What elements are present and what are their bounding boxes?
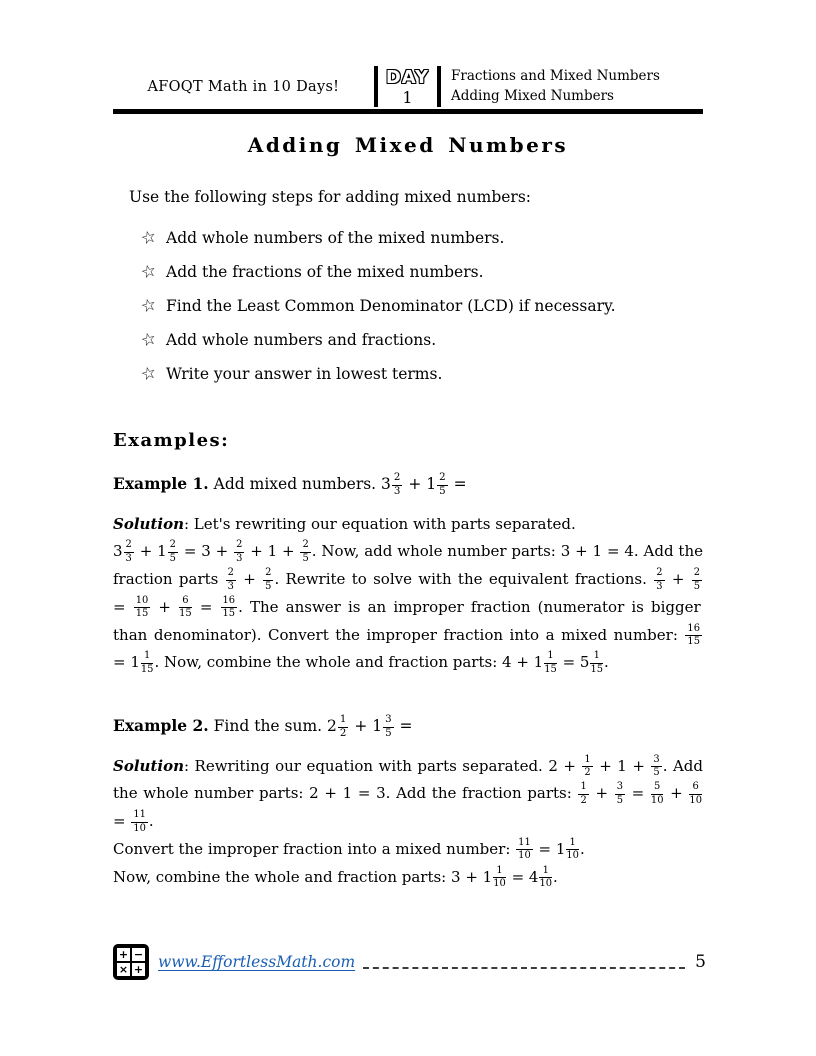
fraction — [565, 838, 580, 862]
fraction — [492, 866, 507, 890]
step-item — [138, 362, 703, 386]
footer-link[interactable]: www.EffortlessMath.com — [158, 953, 356, 971]
fraction — [577, 782, 589, 806]
fraction — [543, 651, 558, 675]
example-1-equation: Add mixed numbers. 3 $\frac{2}{3}$ + 1 $\frac{2}{5}$ = — [213, 472, 467, 497]
fraction-numerator: 10 — [134, 596, 151, 608]
example-2-prompt — [113, 715, 703, 739]
fraction — [515, 838, 534, 862]
example-2-solution — [113, 753, 703, 892]
fraction-denominator: 3 — [227, 580, 234, 592]
calculator-logo-icon — [113, 944, 149, 980]
fraction-numerator: 1 — [539, 866, 552, 878]
math-run: = 3 + — [178, 542, 234, 561]
fraction-denominator: 10 — [539, 878, 553, 890]
fraction-numerator: 2 — [124, 540, 134, 552]
fraction-denominator: 10 — [133, 822, 146, 834]
solution-2-label: Solution — [113, 756, 184, 775]
fraction-denominator: 2 — [584, 767, 591, 779]
fraction-denominator: 15 — [222, 608, 236, 620]
math-run: = 1 — [113, 653, 140, 672]
math-run: 4 + 1 — [502, 653, 544, 672]
math-run: = — [448, 475, 467, 494]
fraction — [123, 540, 135, 564]
page-number: 5 — [695, 952, 706, 972]
math-run: = — [625, 784, 650, 803]
fraction-numerator: 2 — [226, 568, 236, 580]
fraction-numerator: 1 — [544, 651, 557, 663]
fraction-denominator: 3 — [236, 552, 243, 564]
step-text: Write your answer in lowest terms. — [166, 365, 443, 384]
fraction — [133, 596, 152, 620]
page-title: Adding Mixed Numbers — [247, 133, 569, 158]
fraction-numerator: 6 — [689, 782, 702, 794]
math-run: = — [113, 597, 133, 616]
fraction-numerator: 1 — [566, 838, 579, 850]
step-text: Add whole numbers and fractions. — [166, 331, 437, 350]
logo-symbol: − — [133, 948, 144, 961]
math-run: 2 + — [548, 756, 582, 775]
math-run: + — [151, 597, 179, 616]
fraction-numerator: 2 — [263, 568, 273, 580]
fraction — [167, 540, 179, 564]
fraction-numerator: 3 — [383, 715, 394, 728]
solution-1-text: : Let's rewriting our equation with parts separated. 3 $\frac{2}{3}$ + 1 $\frac{2}{5}$ = 3 + $\frac{2}{3}$ + 1 + $\frac{2}{5}$ . Now, add whole number parts: 3 + 1 = 4. Add the fraction parts $\frac{2}{3}$ + $\frac{2}{5}$ . Rewrite to solve with the equivalent fractions. $\frac{2}{3}$ + $\frac{2}{5}$ = $\frac{10}{15}$ + $\frac{6}{15}$ = $\frac{16}{15}$ . The answer is an improper fraction (numerator is bigger than denominator). Convert the improper fraction into a mixed number: $\frac{16}{15}$ = 1 $\frac{1}{15}$ . Now, combine the whole and fraction parts: 4 + 1 $\frac{1}{15}$ = 5 $\frac{1}{15}$ . — [113, 514, 704, 675]
fraction — [337, 715, 350, 739]
math-run: + — [236, 570, 263, 589]
math-run: 3 + 1 = 4 — [560, 542, 634, 561]
fraction-numerator: 1 — [578, 782, 588, 794]
fraction-numerator: 11 — [131, 810, 148, 822]
example-1 — [113, 473, 703, 677]
math-run: 2 + 1 = 3 — [309, 784, 386, 803]
example-2 — [113, 715, 703, 891]
fraction-denominator: 5 — [169, 552, 176, 564]
fraction-denominator: 15 — [179, 608, 192, 620]
math-run: + — [589, 784, 614, 803]
star-icon: ☆ — [138, 362, 159, 386]
fraction — [262, 568, 274, 592]
fraction-numerator: 3 — [651, 755, 661, 767]
fraction — [225, 568, 237, 592]
fraction-denominator: 5 — [439, 485, 446, 497]
fraction — [538, 866, 553, 890]
page-footer — [113, 944, 706, 980]
fraction — [650, 755, 662, 779]
math-run: = 4 — [506, 867, 539, 886]
fraction — [436, 473, 449, 497]
step-item — [138, 226, 703, 250]
fraction — [382, 715, 395, 739]
page-header — [113, 66, 703, 114]
example-1-label: Example 1. — [113, 474, 209, 494]
fraction-numerator: 2 — [168, 540, 178, 552]
fraction-denominator: 15 — [590, 663, 604, 675]
star-icon: ☆ — [138, 294, 159, 318]
math-run: + 1 — [134, 542, 167, 561]
step-text: Find the Least Common Denominator (LCD) if necessary. — [166, 297, 616, 316]
math-run: + — [665, 570, 691, 589]
fraction-numerator: 2 — [234, 540, 244, 552]
math-run: + 1 — [403, 475, 437, 494]
fraction — [614, 782, 626, 806]
intro-text: Use the following steps for adding mixed numbers: — [129, 188, 532, 207]
fraction-numerator: 1 — [590, 651, 603, 663]
fraction — [589, 651, 604, 675]
fraction-denominator: 5 — [616, 794, 623, 806]
solution-2-text: : Rewriting our equation with parts separated. 2 + $\frac{1}{2}$ + 1 + $\frac{3}{5}$ . Add the whole number parts: 2 + 1 = 3. Add the fraction parts: $\frac{1}{2}$ + $\frac{3}{5}$ = $\frac{5}{10}$ + $\frac{6}{10}$ = $\frac{11}{10}$ . Convert the improper fraction into a mixed number: $\frac{11}{10}$ = 1 $\frac{1}{10}$ . Now, combine the whole and fraction parts: 3 + 1 $\frac{1}{10}$ = 4 $\frac{1}{10}$ . — [113, 753, 703, 890]
fraction-numerator: 1 — [493, 866, 506, 878]
fraction-denominator: 15 — [140, 663, 154, 675]
dashed-leader — [363, 956, 685, 969]
examples-heading: Examples: — [113, 430, 230, 452]
fraction-denominator: 5 — [693, 580, 701, 592]
example-1-prompt — [113, 473, 703, 497]
header-topic — [441, 66, 703, 107]
math-run: + 1 + — [245, 542, 300, 561]
fraction-numerator: 3 — [615, 782, 625, 794]
fraction-denominator: 15 — [687, 636, 700, 648]
fraction — [220, 596, 239, 620]
fraction-numerator: 2 — [392, 473, 403, 486]
fraction-numerator: 16 — [221, 596, 238, 608]
fraction — [391, 473, 404, 497]
fraction-numerator: 2 — [300, 540, 310, 552]
fraction — [650, 782, 665, 806]
fraction-numerator: 16 — [685, 624, 702, 636]
fraction-denominator: 10 — [518, 850, 531, 862]
math-run: + 1 + — [593, 756, 651, 775]
fraction — [233, 540, 245, 564]
steps-list — [113, 228, 703, 384]
star-icon: ☆ — [138, 260, 159, 284]
day-number: 1 — [402, 88, 413, 107]
step-item — [138, 260, 703, 284]
day-box — [374, 66, 441, 107]
star-icon: ☆ — [138, 328, 159, 352]
fraction-numerator: 6 — [179, 596, 192, 608]
book-title: AFOQT Math in 10 Days! — [147, 78, 340, 95]
topic-line-1: Fractions and Mixed Numbers — [451, 68, 660, 85]
fraction-denominator: 10 — [493, 878, 506, 890]
topic-line-2: Adding Mixed Numbers — [451, 87, 614, 104]
fraction-denominator: 10 — [689, 794, 702, 806]
fraction-denominator: 10 — [650, 794, 664, 806]
day-label: DAY — [385, 67, 429, 88]
fraction-numerator: 1 — [141, 651, 154, 663]
fraction-denominator: 3 — [393, 485, 401, 497]
fraction-denominator: 5 — [265, 580, 272, 592]
fraction — [684, 624, 703, 648]
fraction-denominator: 15 — [544, 663, 557, 675]
fraction — [581, 755, 593, 779]
example-2-equation: Find the sum. 2 $\frac{1}{2}$ + 1 $\frac{3}{5}$ = — [213, 714, 413, 739]
fraction — [688, 782, 703, 806]
logo-symbol: + — [133, 963, 144, 976]
fraction-denominator: 5 — [302, 552, 309, 564]
math-run: 3 — [381, 475, 391, 494]
logo-symbol: + — [118, 948, 129, 961]
fraction — [130, 810, 149, 834]
fraction-numerator: 1 — [338, 715, 349, 728]
fraction — [140, 651, 155, 675]
fraction-numerator: 11 — [516, 838, 533, 850]
step-item — [138, 294, 703, 318]
step-item — [138, 328, 703, 352]
math-run: + 1 — [349, 717, 383, 736]
fraction — [299, 540, 311, 564]
fraction — [653, 568, 665, 592]
fraction-denominator: 5 — [385, 727, 392, 739]
math-run: 3 — [113, 542, 123, 561]
math-run: = 1 — [533, 839, 566, 858]
fraction-denominator: 5 — [653, 767, 660, 779]
fraction-denominator: 10 — [566, 850, 579, 862]
fraction-denominator: 3 — [125, 552, 132, 564]
example-1-solution — [113, 511, 703, 678]
fraction-numerator: 2 — [437, 473, 448, 486]
example-2-label: Example 2. — [113, 716, 209, 736]
fraction-denominator: 2 — [580, 794, 587, 806]
math-run: = 5 — [557, 653, 590, 672]
step-text: Add whole numbers of the mixed numbers. — [166, 229, 505, 248]
fraction-denominator: 15 — [135, 608, 149, 620]
math-run: = — [113, 812, 131, 831]
fraction — [691, 568, 703, 592]
fraction — [178, 596, 193, 620]
fraction-denominator: 2 — [339, 727, 347, 739]
logo-symbol: × — [118, 963, 129, 976]
math-run: 2 — [327, 717, 337, 736]
fraction-numerator: 2 — [654, 568, 664, 580]
math-run: = — [394, 717, 413, 736]
fraction-numerator: 5 — [651, 782, 664, 794]
math-run: = — [192, 597, 220, 616]
fraction-denominator: 3 — [656, 580, 663, 592]
solution-1-label: Solution — [113, 514, 184, 533]
step-text: Add the fractions of the mixed numbers. — [166, 263, 484, 282]
fraction-numerator: 1 — [582, 755, 592, 767]
math-run: 3 + 1 — [451, 867, 493, 886]
star-icon: ☆ — [138, 226, 159, 250]
math-run: + — [664, 784, 689, 803]
fraction-numerator: 2 — [692, 568, 702, 580]
